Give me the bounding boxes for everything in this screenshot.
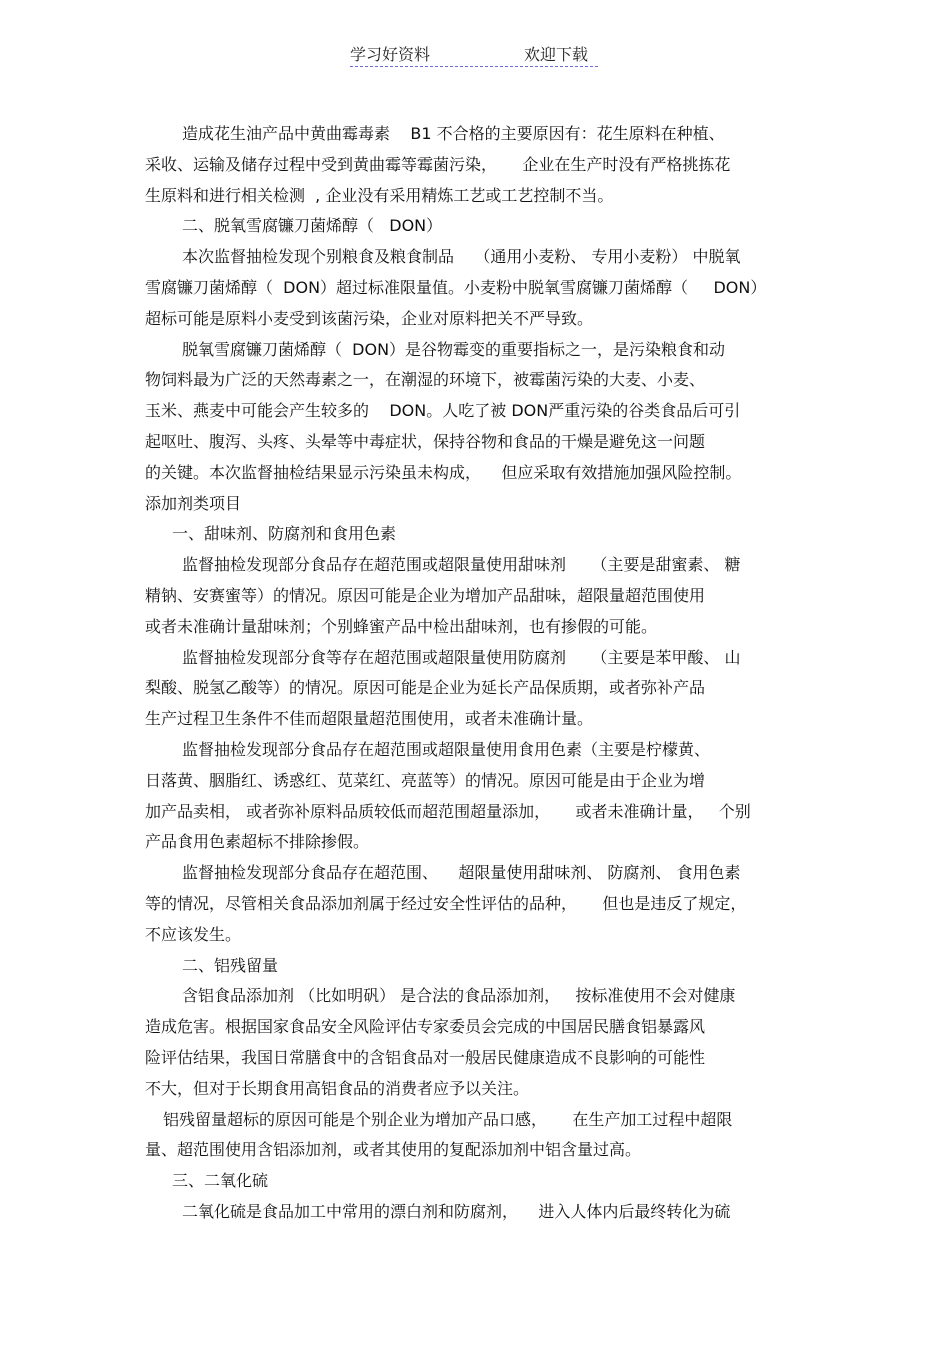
text-line: 物饲料最为广泛的天然毒素之一，在潮湿的环境下，被霉菌污染的大麦、小麦、 xyxy=(145,370,706,390)
text-line: 雪腐镰刀菌烯醇（ DON）超过标准限量值。小麦粉中脱氧雪腐镰刀菌烯醇（ DON） xyxy=(145,277,767,297)
text-line: 生产过程卫生条件不佳而超限量超范围使用，或者未准确计量。 xyxy=(145,709,594,729)
text-line: 三、二氧化硫 xyxy=(172,1171,269,1191)
text-line: 含铝食品添加剂 （比如明矾） 是合法的食品添加剂， 按标准使用不会对健康 xyxy=(182,986,736,1006)
text-line: 添加剂类项目 xyxy=(145,493,242,513)
text-line: 玉米、燕麦中可能会产生较多的 DON。人吃了被 DON严重污染的谷类食品后可引 xyxy=(145,401,741,421)
text-line: 监督抽检发现部分食品存在超范围或超限量使用甜味剂 （主要是甜蜜素、 糖 xyxy=(182,555,741,575)
text-line: 起呕吐、腹泻、头疼、头晕等中毒症状，保持谷物和食品的干燥是避免这一问题 xyxy=(145,431,706,451)
text-line: 险评估结果，我国日常膳食中的含铝食品对一般居民健康造成不良影响的可能性 xyxy=(145,1047,706,1067)
text-line: 造成危害。根据国家食品安全风险评估专家委员会完成的中国居民膳食铝暴露风 xyxy=(145,1017,706,1037)
text-line: 监督抽检发现部分食等存在超范围或超限量使用防腐剂 （主要是苯甲酸、 山 xyxy=(182,647,741,667)
text-line: 二、脱氧雪腐镰刀菌烯醇（ DON） xyxy=(182,216,443,236)
text-line: 的关键。本次监督抽检结果显示污染虽未构成， 但应采取有效措施加强风险控制。 xyxy=(145,462,742,482)
text-line: 监督抽检发现部分食品存在超范围或超限量使用食用色素（主要是柠檬黄、 xyxy=(182,739,711,759)
text-line: 本次监督抽检发现个别粮食及粮食制品 （通用小麦粉、 专用小麦粉） 中脱氧 xyxy=(182,247,741,267)
text-line: 铝残留量超标的原因可能是个别企业为增加产品口感， 在生产加工过程中超限 xyxy=(163,1109,733,1129)
text-line: 量、超范围使用含铝添加剂，或者其使用的复配添加剂中铝含量过高。 xyxy=(145,1140,642,1160)
text-line: 脱氧雪腐镰刀菌烯醇（ DON）是谷物霉变的重要指标之一，是污染粮食和动 xyxy=(182,339,726,359)
page-header xyxy=(350,40,598,67)
text-line: 加产品卖相， 或者弥补原料品质较低而超范围超量添加， 或者未准确计量， 个别 xyxy=(145,801,751,821)
header-right-text: 欢迎下载 xyxy=(524,45,589,64)
text-line: 造成花生油产品中黄曲霉毒素 B1 不合格的主要原因有：花生原料在种植、 xyxy=(182,124,725,143)
header-left-text: 学习好资料 xyxy=(350,45,431,64)
text-line: 日落黄、胭脂红、诱惑红、苋菜红、亮蓝等）的情况。原因可能是由于企业为增 xyxy=(145,770,706,790)
text-line: 二、铝残留量 xyxy=(182,955,279,975)
text-line: 等的情况，尽管相关食品添加剂属于经过安全性评估的品种， 但也是违反了规定， xyxy=(145,893,747,913)
text-line: 或者未准确计量甜味剂；个别蜂蜜产品中检出甜味剂，也有掺假的可能。 xyxy=(145,616,658,636)
text-line: 一、甜味剂、防腐剂和食用色素 xyxy=(172,524,397,544)
text-line: 精钠、安赛蜜等）的情况。原因可能是企业为增加产品甜味，超限量超范围使用 xyxy=(145,585,706,605)
text-line: 二氧化硫是食品加工中常用的漂白剂和防腐剂， 进入人体内后最终转化为硫 xyxy=(182,1201,731,1221)
text-line: 不应该发生。 xyxy=(145,924,242,944)
text-line: 梨酸、脱氢乙酸等）的情况。原因可能是企业为延长产品保质期，或者弥补产品 xyxy=(145,678,706,698)
text-line: 采收、运输及储存过程中受到黄曲霉等霉菌污染， 企业在生产时没有严格挑拣花 xyxy=(145,154,731,174)
text-line: 超标可能是原料小麦受到该菌污染，企业对原料把关不严导致。 xyxy=(145,308,594,328)
text-line: 生原料和进行相关检测 , 企业没有采用精炼工艺或工艺控制不当。 xyxy=(145,185,614,205)
text-line: 监督抽检发现部分食品存在超范围、 超限量使用甜味剂、 防腐剂、 食用色素 xyxy=(182,863,741,883)
text-line: 产品食用色素超标不排除掺假。 xyxy=(145,832,370,852)
text-line: 不大，但对于长期食用高铝食品的消费者应予以关注。 xyxy=(145,1078,530,1098)
document-body xyxy=(145,119,810,1228)
